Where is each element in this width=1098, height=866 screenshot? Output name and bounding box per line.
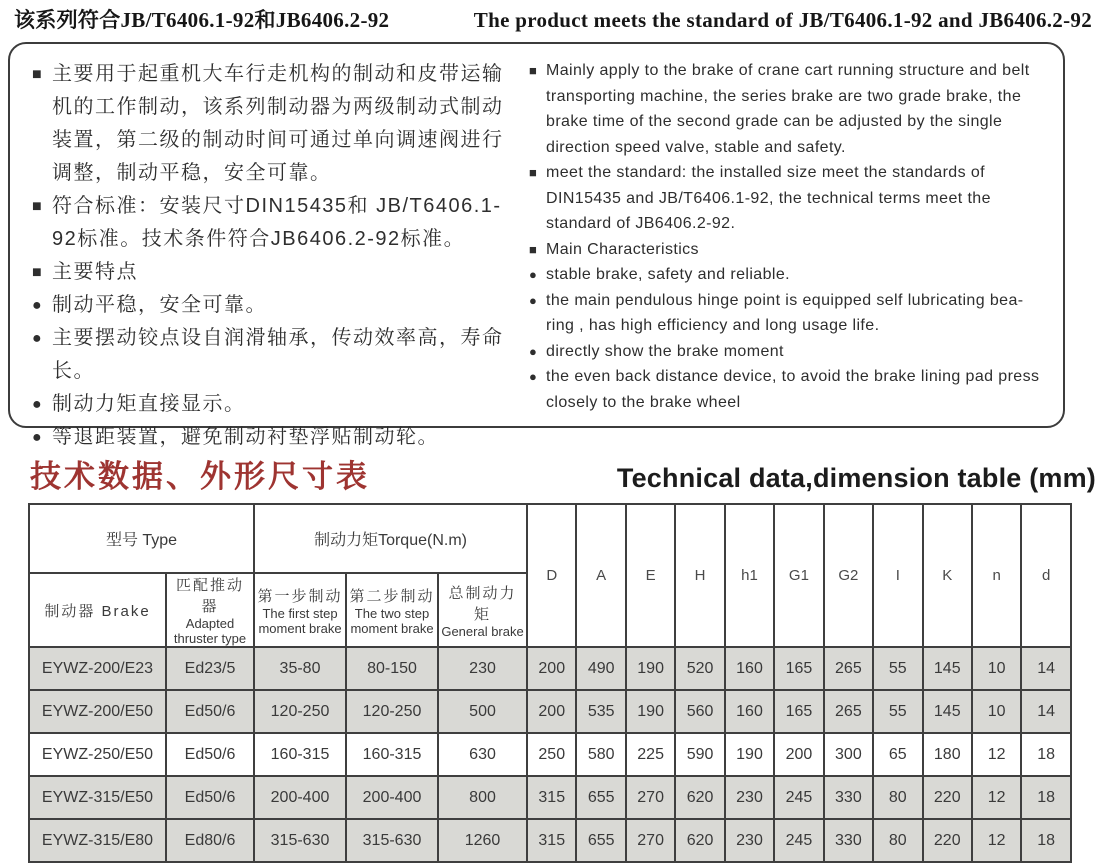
table-cell: Ed50/6 [166,733,254,776]
standards-header [14,4,1092,34]
chinese-bullet [32,388,515,421]
standards-header-en: The product meets the standard of JB/T6406.1-92 and JB6406.2-92 [473,8,1092,32]
header-dim-I: I [873,504,922,647]
bullet-marker-icon: ■ [529,241,538,257]
table-row [29,776,1071,819]
table-cell: 145 [923,690,972,733]
table-cell: 490 [576,647,625,690]
table-cell: 14 [1021,647,1070,690]
table-cell: 315-630 [254,819,346,862]
header-general-brake [438,573,527,647]
header-dim-K: K [923,504,972,647]
table-cell: 225 [626,733,675,776]
header-first-step-zh: 第一步制动 [257,587,343,605]
table-cell: 12 [972,819,1021,862]
table-cell: Ed80/6 [166,819,254,862]
header-dim-D: D [527,504,576,647]
table-cell: 800 [438,776,527,819]
table-cell: 590 [675,733,724,776]
table-cell: 80 [873,776,922,819]
brake-model-cell: EYWZ-250/E50 [29,733,166,776]
table-row [29,647,1071,690]
technical-data-table [28,503,1072,863]
table-cell: 18 [1021,776,1070,819]
table-cell: 230 [438,647,527,690]
header-second-step [346,573,438,647]
table-cell: 160-315 [346,733,438,776]
table-cell: 200-400 [346,776,438,819]
table-cell: 160 [725,647,774,690]
table-cell: 190 [626,690,675,733]
header-brake [29,573,166,647]
table-cell: 80 [873,819,922,862]
table-cell: Ed50/6 [166,690,254,733]
table-cell: 520 [675,647,724,690]
table-cell: 190 [725,733,774,776]
table-cell: 200-400 [254,776,346,819]
english-bullet [529,58,1049,160]
bullet-marker-icon: ● [32,396,44,413]
english-bullet [529,288,1049,339]
bullet-marker-icon: ● [32,330,44,347]
standards-header-zh: 该系列符合JB/T6406.1-92和JB6406.2-92 [14,8,390,32]
table-cell: 165 [774,647,823,690]
table-cell: 18 [1021,733,1070,776]
table-cell: 55 [873,647,922,690]
header-thruster-zh: 匹配推动器 [176,577,245,615]
bullet-marker-icon: ● [529,267,538,282]
header-first-step [254,573,346,647]
header-type-group: 型号 Type [29,504,254,573]
section-title-english: Technical data,dimension table (mm) [616,463,1096,493]
table-cell: 580 [576,733,625,776]
english-bullet-text: Main Characteristics [546,240,699,258]
bullet-marker-icon: ■ [32,66,44,83]
header-torque-group: 制动力矩Torque(N.m) [254,504,527,573]
description-column-english [521,44,1063,426]
table-cell: 245 [774,776,823,819]
header-general-brake-en: General brake [441,623,524,639]
chinese-bullet-text: 制动力矩直接显示。 [52,393,246,415]
header-thruster [166,573,254,647]
header-dim-h1: h1 [725,504,774,647]
bullet-marker-icon: ■ [529,63,538,78]
table-cell: 160-315 [254,733,346,776]
english-bullet-text: the main pendulous hinge point is equipped self lubricating bea-ring , has high efficiency and long usage life. [546,291,1024,334]
table-cell: 10 [972,690,1021,733]
table-cell: 180 [923,733,972,776]
chinese-bullet-text: 制动平稳，安全可靠。 [52,294,267,316]
table-cell: 200 [527,647,576,690]
table-cell: 220 [923,819,972,862]
table-cell: 250 [527,733,576,776]
brake-model-cell: EYWZ-200/E50 [29,690,166,733]
table-cell: 315-630 [346,819,438,862]
table-cell: 655 [576,776,625,819]
header-dim-G1: G1 [774,504,823,647]
chinese-bullet-text: 主要用于起重机大车行走机构的制动和皮带运输机的工作制动，该系列制动器为两级制动式制动装置，第二级的制动时间可通过单向调速阀进行调整，制动平稳，安全可靠。 [52,63,504,184]
table-cell: 330 [824,819,873,862]
table-cell: 300 [824,733,873,776]
table-row [29,690,1071,733]
table-cell: 120-250 [346,690,438,733]
english-bullet-text: the even back distance device, to avoid the brake lining pad press closely to the brake wheel [546,368,1040,411]
table-cell: 265 [824,647,873,690]
table-cell: 160 [725,690,774,733]
bullet-marker-icon: ● [529,369,538,384]
header-dim-d: d [1021,504,1070,647]
table-cell: 200 [774,733,823,776]
header-brake-label: 制动器 Brake [44,602,151,620]
bullet-marker-icon: ■ [32,198,44,215]
bullet-marker-icon: ● [32,429,44,446]
header-second-step-zh: 第二步制动 [349,587,435,605]
brake-model-cell: EYWZ-200/E23 [29,647,166,690]
bullet-marker-icon: ● [32,297,44,314]
english-bullet-text: directly show the brake moment [546,342,784,360]
table-cell: 315 [527,819,576,862]
table-cell: Ed23/5 [166,647,254,690]
bullet-marker-icon: ● [529,343,538,359]
table-cell: 265 [824,690,873,733]
table-cell: 12 [972,776,1021,819]
table-cell: 630 [438,733,527,776]
table-cell: 1260 [438,819,527,862]
header-dim-A: A [576,504,625,647]
bullet-marker-icon: ■ [529,165,538,180]
table-cell: 535 [576,690,625,733]
english-bullet [529,160,1049,237]
table-cell: 120-250 [254,690,346,733]
chinese-bullet-text: 主要摆动铰点设自润滑轴承，传动效率高，寿命长。 [52,327,504,382]
table-cell: 620 [675,776,724,819]
product-description-box [8,42,1065,448]
chinese-bullet [32,289,515,322]
table-cell: 315 [527,776,576,819]
table-cell: 165 [774,690,823,733]
table-row [29,733,1071,776]
header-second-step-en: The two step moment brake [350,605,434,636]
english-bullet [529,262,1049,288]
chinese-bullet [32,421,515,454]
english-bullet-text: meet the standard: the installed size meet the standards of DIN15435 and JB/T6406.1-92, the technical terms meet the standard of JB6406.2-92. [546,164,991,232]
table-cell: 270 [626,776,675,819]
table-cell: 35-80 [254,647,346,690]
table-cell: 330 [824,776,873,819]
table-cell: 14 [1021,690,1070,733]
english-bullet-text: Mainly apply to the brake of crane cart running structure and belt transporting machine, the series brake are two grade brake, the brake time of the second grade can be adjusted by the single direction speed valve, stable and safety. [546,62,1030,156]
header-dim-E: E [626,504,675,647]
english-bullet [529,237,1049,263]
table-cell: 220 [923,776,972,819]
table-cell: 10 [972,647,1021,690]
table-cell: 500 [438,690,527,733]
table-cell: 65 [873,733,922,776]
bullet-marker-icon: ● [529,292,538,308]
table-cell: 80-150 [346,647,438,690]
chinese-bullet-list [32,58,515,454]
header-general-brake-zh: 总制动力矩 [448,584,517,623]
table-cell: 230 [725,819,774,862]
table-cell: 655 [576,819,625,862]
table-cell: 230 [725,776,774,819]
english-bullet [529,339,1049,365]
header-first-step-en: The first step moment brake [258,605,342,636]
chinese-bullet [32,322,515,388]
table-cell: 245 [774,819,823,862]
table-cell: 560 [675,690,724,733]
header-dim-n: n [972,504,1021,647]
table-cell: 200 [527,690,576,733]
header-dim-H: H [675,504,724,647]
chinese-bullet-text: 等退距装置，避免制动衬垫浮贴制动轮。 [52,426,439,448]
english-bullet-list [529,58,1049,415]
english-bullet-text: stable brake, safety and reliable. [546,266,790,283]
description-column-chinese [10,44,521,448]
header-dim-G2: G2 [824,504,873,647]
chinese-bullet-text: 主要特点 [52,261,138,283]
table-cell: 270 [626,819,675,862]
brake-model-cell: EYWZ-315/E50 [29,776,166,819]
section-title-chinese: 技术数据、外形尺寸表 [30,459,370,494]
table-cell: 55 [873,690,922,733]
header-thruster-en: Adapted thruster type [173,616,247,646]
english-bullet [529,364,1049,415]
bullet-marker-icon: ■ [32,264,44,281]
chinese-bullet [32,58,515,190]
brake-model-cell: EYWZ-315/E80 [29,819,166,862]
section-title-row [30,451,1096,496]
chinese-bullet [32,190,515,256]
table-row [29,819,1071,862]
table-header-row-groups [29,504,1071,573]
table-cell: 18 [1021,819,1070,862]
table-cell: 620 [675,819,724,862]
chinese-bullet [32,256,515,289]
table-cell: 190 [626,647,675,690]
table-cell: 12 [972,733,1021,776]
table-cell: 145 [923,647,972,690]
table-cell: Ed50/6 [166,776,254,819]
chinese-bullet-text: 符合标准：安装尺寸DIN15435和 JB/T6406.1-92标准。技术条件符合JB6406.2-92标准。 [52,195,502,250]
